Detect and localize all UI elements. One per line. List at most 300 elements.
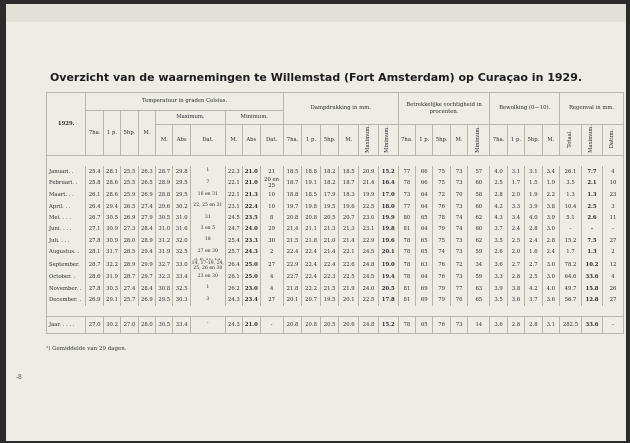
table-cell: 21.4 — [283, 224, 302, 235]
table-cell: 29.8 — [173, 166, 190, 177]
table-cell: 73 — [398, 189, 415, 200]
table-cell: 3.0 — [542, 224, 559, 235]
table-cell: 2.8 — [507, 316, 524, 333]
table-cell: 21.9 — [339, 283, 359, 294]
month-label: Juni. . . . — [47, 224, 86, 235]
col-b-5hp: 5hp. — [525, 125, 542, 156]
table-cell: 29 — [260, 224, 283, 235]
table-cell: 76 — [433, 272, 450, 283]
table-cell: 3.1 — [542, 316, 559, 333]
table-cell: 25.9 — [121, 189, 138, 200]
table-cell: 29.5 — [173, 189, 190, 200]
col-m: M. — [138, 111, 155, 156]
table-cell: 76 — [433, 201, 450, 212]
table-cell: 21.0 — [243, 166, 260, 177]
table-cell: 23.3 — [243, 235, 260, 246]
table-cell: 62 — [468, 235, 490, 246]
col-r-datum: Datum. — [602, 125, 623, 156]
col-min-m: M. — [225, 125, 242, 156]
table-cell: 26.5 — [138, 177, 155, 189]
year-header: 1929. — [47, 93, 86, 156]
table-cell: 20.8 — [283, 316, 302, 333]
page-mark: -8 — [16, 374, 22, 381]
table-cell: 62 — [468, 212, 490, 223]
table-cell: 3.0 — [542, 272, 559, 283]
table-cell: 18.0 — [378, 201, 398, 212]
table-cell: 31.6 — [173, 224, 190, 235]
table-cell: 28.6 — [103, 177, 120, 189]
table-cell: 28.7 — [86, 258, 103, 272]
table-cell: 30.5 — [156, 212, 173, 223]
table-cell: 2.4 — [542, 246, 559, 257]
table-cell: 24.8 — [359, 316, 379, 333]
table-cell: 29.5 — [156, 294, 173, 305]
table-cell: 1.7 — [559, 246, 581, 257]
table-cell: - — [602, 316, 623, 333]
table-cell: 22.1 — [225, 177, 242, 189]
table-cell: 26.3 — [138, 166, 155, 177]
table-cell: 79 — [433, 224, 450, 235]
table-cell: 3.4 — [507, 212, 524, 223]
table-cell: 29.6 — [156, 201, 173, 212]
table-cell: 26.7 — [86, 212, 103, 223]
table-cell: 23.1 — [225, 201, 242, 212]
table-cell: 4.0 — [542, 283, 559, 294]
table-cell: 60 — [468, 201, 490, 212]
table-cell: 75 — [433, 166, 450, 177]
table-cell: 28.5 — [121, 246, 138, 257]
col-d-5hp: 5hp. — [320, 125, 339, 156]
table-cell: 11 — [602, 212, 623, 223]
table-cell: 20.1 — [339, 294, 359, 305]
table-cell: 22.3 — [320, 272, 339, 283]
col-d-m: M. — [339, 125, 359, 156]
table-cell: 65 — [416, 212, 433, 223]
table-cell: 23.0 — [243, 283, 260, 294]
table-cell: 73 — [450, 166, 467, 177]
table-row — [47, 189, 624, 200]
table-cell: 18.8 — [302, 166, 321, 177]
table-cell: 20.6 — [339, 316, 359, 333]
table-cell: 19.9 — [378, 212, 398, 223]
table-cell: 1 — [190, 166, 225, 177]
table-cell: 64.6 — [559, 272, 581, 283]
table-cell: 59 — [468, 272, 490, 283]
table-cell: 24.5 — [359, 246, 379, 257]
table-row — [47, 294, 624, 305]
table-cell: 75 — [433, 177, 450, 189]
table-cell: 21.0 — [320, 235, 339, 246]
table-cell: 282.5 — [559, 316, 581, 333]
table-cell: 20.5 — [378, 283, 398, 294]
col-r-totaal: Totaal. — [559, 125, 581, 156]
table-cell: 2.8 — [507, 272, 524, 283]
table-cell: 17.8 — [378, 294, 398, 305]
table-cell: 20.8 — [302, 316, 321, 333]
table-cell: 2.5 — [582, 201, 603, 212]
table-cell: 19.8 — [302, 201, 321, 212]
table-cell: 21 — [260, 166, 283, 177]
table-cell: 78 — [398, 235, 415, 246]
month-label: December. . — [47, 294, 86, 305]
table-cell: 10.2 — [582, 258, 603, 272]
table-cell: 3.6 — [542, 294, 559, 305]
col-d-7ha: 7ha. — [283, 125, 302, 156]
month-label: September. — [47, 258, 86, 272]
table-cell: 22.5 — [359, 294, 379, 305]
table-cell: 28.9 — [156, 177, 173, 189]
spacer-row — [47, 306, 624, 317]
table-cell: 23.0 — [359, 212, 379, 223]
col-v-m: M. — [450, 125, 467, 156]
table-cell: - — [260, 316, 283, 333]
table-cell: 23.5 — [243, 212, 260, 223]
table-cell: 22.4 — [320, 258, 339, 272]
table-cell: 21.0 — [243, 316, 260, 333]
table-row — [47, 235, 624, 246]
table-cell: 30.2 — [103, 316, 120, 333]
table-cell: 18.5 — [339, 166, 359, 177]
total-row — [47, 316, 624, 333]
table-cell: 30 — [260, 235, 283, 246]
table-cell: 27.0 — [121, 316, 138, 333]
table-cell: 27 — [260, 294, 283, 305]
table-cell: 28.4 — [138, 224, 155, 235]
table-cell: 20.5 — [320, 316, 339, 333]
table-cell: 3.9 — [525, 201, 542, 212]
table-cell: 4 — [602, 166, 623, 177]
table-cell: 16.4 — [378, 177, 398, 189]
table-cell: 19.5 — [320, 294, 339, 305]
table-cell: 22.9 — [359, 235, 379, 246]
table-cell: 73 — [450, 235, 467, 246]
table-cell: 21.3 — [339, 224, 359, 235]
table-cell: 3.8 — [507, 283, 524, 294]
col-max-dat: Dat. — [190, 125, 225, 156]
col-min-abs: Abs — [243, 125, 260, 156]
table-cell: 2.0 — [507, 189, 524, 200]
table-cell: 28.4 — [138, 283, 155, 294]
table-cell: 22.1 — [339, 246, 359, 257]
table-cell: 78 — [398, 258, 415, 272]
table-cell: 26.9 — [138, 294, 155, 305]
table-cell: 64 — [416, 201, 433, 212]
table-cell: 21.4 — [339, 235, 359, 246]
table-row — [47, 272, 624, 283]
table-cell: 18.2 — [320, 166, 339, 177]
table-cell: 65 — [416, 235, 433, 246]
table-cell: 3.1 — [507, 166, 524, 177]
table-cell: 22.6 — [339, 258, 359, 272]
table-cell: 65 — [416, 316, 433, 333]
table-cell: 77 — [398, 201, 415, 212]
table-cell: 28.6 — [103, 189, 120, 200]
table-cell: 8 — [260, 212, 283, 223]
month-label: Februari. . — [47, 177, 86, 189]
table-cell: 14 — [468, 316, 490, 333]
table-cell: 28.1 — [86, 246, 103, 257]
table-cell: 1.9 — [542, 177, 559, 189]
table-cell: 28.9 — [138, 235, 155, 246]
table-row — [47, 201, 624, 212]
table-cell: 31.9 — [103, 272, 120, 283]
table-cell: 64 — [416, 272, 433, 283]
table-cell: 78 — [398, 246, 415, 257]
col-d-minimum: Minimum. — [378, 125, 398, 156]
table-cell: 25.7 — [225, 246, 242, 257]
table-cell: 28.8 — [156, 189, 173, 200]
table-cell: 23 — [602, 189, 623, 200]
table-cell: 31.7 — [103, 246, 120, 257]
col-v-7ha: 7ha. — [398, 125, 415, 156]
table-cell: 30.5 — [156, 316, 173, 333]
table-cell: 1.3 — [582, 246, 603, 257]
table-cell: 15.8 — [582, 283, 603, 294]
table-cell: 76 — [450, 294, 467, 305]
page-title: Overzicht van de waarnemingen te Willemstad (Fort Amsterdam) op Curaçao in 1929. — [49, 71, 583, 84]
table-cell: 80 — [398, 212, 415, 223]
table-cell: 2.1 — [582, 177, 603, 189]
table-row — [47, 283, 624, 294]
table-cell: 4 — [260, 272, 283, 283]
table-cell: 79 — [433, 283, 450, 294]
month-label: April. . . — [47, 201, 86, 212]
temperature-header: Temperatuur in graden Celsius. — [86, 93, 283, 111]
table-cell: 23.4 — [243, 294, 260, 305]
spacer-row — [47, 155, 624, 166]
table-cell: 79 — [433, 294, 450, 305]
table-cell: 26.1 — [559, 166, 581, 177]
table-cell: 24.3 — [243, 246, 260, 257]
table-cell: 26 — [602, 283, 623, 294]
table-cell: 2 — [260, 246, 283, 257]
table-cell: 18.2 — [320, 177, 339, 189]
table-row — [47, 177, 624, 189]
table-cell: 2.5 — [525, 272, 542, 283]
table-row — [47, 224, 624, 235]
table-cell: 30.5 — [103, 212, 120, 223]
table-cell: 22.7 — [283, 272, 302, 283]
table-cell: 28.6 — [86, 272, 103, 283]
table-cell: 18.7 — [283, 177, 302, 189]
table-cell: 10.4 — [559, 201, 581, 212]
table-cell: 2.8 — [542, 235, 559, 246]
table-cell: 58 — [468, 189, 490, 200]
table-cell: 64 — [416, 224, 433, 235]
table-cell: 22, 25 en 31 — [190, 201, 225, 212]
col-b-7ha: 7ha. — [490, 125, 507, 156]
table-cell: 28.7 — [156, 166, 173, 177]
table-cell: 15.2 — [378, 316, 398, 333]
table-cell: 4.0 — [525, 212, 542, 223]
table-cell: 22.4 — [243, 201, 260, 212]
table-cell: 29.4 — [103, 201, 120, 212]
col-5hp: 5hp. — [121, 111, 138, 156]
table-cell: 64 — [416, 189, 433, 200]
table-cell: 1.9 — [525, 189, 542, 200]
table-cell: 24.5 — [359, 272, 379, 283]
col-d-1p: 1 p. — [302, 125, 321, 156]
table-cell: 3.9 — [542, 212, 559, 223]
table-cell: 26.9 — [138, 189, 155, 200]
table-cell: 12.8 — [582, 294, 603, 305]
table-cell: 81 — [398, 283, 415, 294]
table-cell: 78.2 — [559, 258, 581, 272]
table-cell: 1.6 — [525, 246, 542, 257]
humidity-header: Betrekkelijke vochtigheid in procenten. — [398, 93, 490, 125]
table-cell: 2.2 — [542, 189, 559, 200]
table-cell: 2.6 — [490, 246, 507, 257]
table-cell: - — [559, 224, 581, 235]
table-cell: 30.2 — [173, 201, 190, 212]
maximum-header: Maximum. — [156, 111, 226, 125]
month-label: Mei. . . . — [47, 212, 86, 223]
footnote: ¹) Gemiddelde van 29 dagen. — [46, 346, 127, 352]
col-v-5hp: 5hp. — [433, 125, 450, 156]
table-cell: 23.1 — [359, 224, 379, 235]
col-max-abs: Abs — [173, 125, 190, 156]
table-cell: 27 — [602, 294, 623, 305]
table-cell: 1.7 — [507, 177, 524, 189]
table-cell: 23 en 30 — [190, 272, 225, 283]
table-cell: 60 — [468, 224, 490, 235]
table-cell: 25.0 — [243, 258, 260, 272]
table-cell: 2.8 — [525, 224, 542, 235]
table-cell: 30.3 — [173, 294, 190, 305]
table-cell: 3.4 — [542, 166, 559, 177]
table-cell: 3 — [190, 294, 225, 305]
table-cell: 26.4 — [225, 258, 242, 272]
table-cell: 18.3 — [339, 189, 359, 200]
table-cell: 21.4 — [359, 177, 379, 189]
table-cell: 5, 6, 11, 13, 14, 17-19, 24, 25, 26 en 30 — [191, 257, 224, 271]
table-cell: 21.3 — [243, 189, 260, 200]
table-cell: 29.9 — [138, 258, 155, 272]
table-cell: 22.9 — [283, 258, 302, 272]
table-cell: 20.1 — [283, 294, 302, 305]
table-cell: 21.4 — [320, 246, 339, 257]
table-cell: 78 — [398, 272, 415, 283]
table-cell: 30.8 — [156, 283, 173, 294]
table-cell: 27.4 — [121, 283, 138, 294]
table-cell: - — [602, 224, 623, 235]
table-cell: 20.7 — [302, 294, 321, 305]
table-cell: 32.5 — [173, 283, 190, 294]
table-cell: 73 — [450, 316, 467, 333]
table-cell: 75 — [433, 235, 450, 246]
table-cell: 74 — [433, 246, 450, 257]
table-cell: 32.2 — [103, 258, 120, 272]
minimum-header: Minimum. — [225, 111, 283, 125]
table-cell: 73 — [450, 201, 467, 212]
table-cell: 33.0 — [173, 258, 190, 272]
table-cell: 20.5 — [320, 212, 339, 223]
table-cell: 26.1 — [225, 272, 242, 283]
table-cell: 24.3 — [225, 294, 242, 305]
table-cell: 72 — [450, 258, 467, 272]
table-cell: 3.5 — [490, 235, 507, 246]
table-cell: 21.1 — [302, 224, 321, 235]
table-cell: 21.0 — [243, 177, 260, 189]
table-cell: 73 — [450, 177, 467, 189]
table-cell: 63 — [416, 258, 433, 272]
table-cell: 19.8 — [378, 224, 398, 235]
table-cell: 65 — [468, 294, 490, 305]
table-cell: 7 — [190, 177, 225, 189]
table-cell: 20.7 — [339, 212, 359, 223]
table-cell: 10 — [260, 189, 283, 200]
table-cell: 20.9 — [359, 166, 379, 177]
table-cell: 26.9 — [86, 294, 103, 305]
table-cell: 21.3 — [320, 224, 339, 235]
table-cell: 63 — [468, 283, 490, 294]
table-cell: 66 — [416, 166, 433, 177]
table-cell: 27 — [260, 258, 283, 272]
table-cell: 28.9 — [121, 258, 138, 272]
table-cell: 76 — [433, 258, 450, 272]
table-cell: 32.5 — [173, 246, 190, 257]
table-cell: 4.0 — [490, 166, 507, 177]
table-cell: 3.5 — [490, 294, 507, 305]
table-cell: 18.5 — [283, 166, 302, 177]
table-cell: 81 — [398, 294, 415, 305]
table-cell: 3.8 — [542, 201, 559, 212]
table-cell: 26.4 — [86, 201, 103, 212]
table-cell: 2.6 — [582, 212, 603, 223]
table-cell: 22.5 — [359, 201, 379, 212]
table-cell: 1.5 — [525, 177, 542, 189]
table-cell: 69 — [416, 294, 433, 305]
table-cell: 19.5 — [320, 201, 339, 212]
table-cell: 19.4 — [378, 272, 398, 283]
table-cell: 25.5 — [121, 177, 138, 189]
table-cell: 25.5 — [121, 166, 138, 177]
table-cell: 24.0 — [243, 224, 260, 235]
table-cell: 27.8 — [86, 235, 103, 246]
col-r-maximum: Maximum. — [582, 125, 603, 156]
table-cell: 16 en 31 — [190, 189, 225, 200]
table-row — [47, 258, 624, 272]
table-cell: 3.6 — [490, 316, 507, 333]
table-cell: 66 — [416, 177, 433, 189]
table-cell: 3.5 — [559, 177, 581, 189]
table-cell: 25.7 — [121, 294, 138, 305]
table-cell: 2.7 — [507, 258, 524, 272]
table-cell: 27 — [602, 235, 623, 246]
table-cell: 27 en 30 — [190, 246, 225, 257]
table-cell: 2 — [602, 246, 623, 257]
table-cell: 2.4 — [525, 235, 542, 246]
table-cell: 73 — [450, 272, 467, 283]
table-cell: 3.3 — [507, 201, 524, 212]
table-cell: 22.3 — [225, 166, 242, 177]
table-row — [47, 166, 624, 177]
table-cell: 26.2 — [225, 283, 242, 294]
table-row — [47, 212, 624, 223]
table-cell: 18.7 — [339, 177, 359, 189]
table-cell: 25.4 — [86, 166, 103, 177]
table-cell: 76 — [433, 316, 450, 333]
table-cell: 3.7 — [490, 224, 507, 235]
table-cell: 29.5 — [173, 177, 190, 189]
document-page — [6, 4, 626, 441]
table-cell: 7.5 — [582, 235, 603, 246]
table-cell: 2.0 — [507, 246, 524, 257]
table-cell: 3.0 — [542, 258, 559, 272]
table-cell: 74 — [450, 212, 467, 223]
col-1p: 1 p. — [103, 111, 120, 156]
rain-header: Regenval in mm. — [559, 93, 623, 125]
